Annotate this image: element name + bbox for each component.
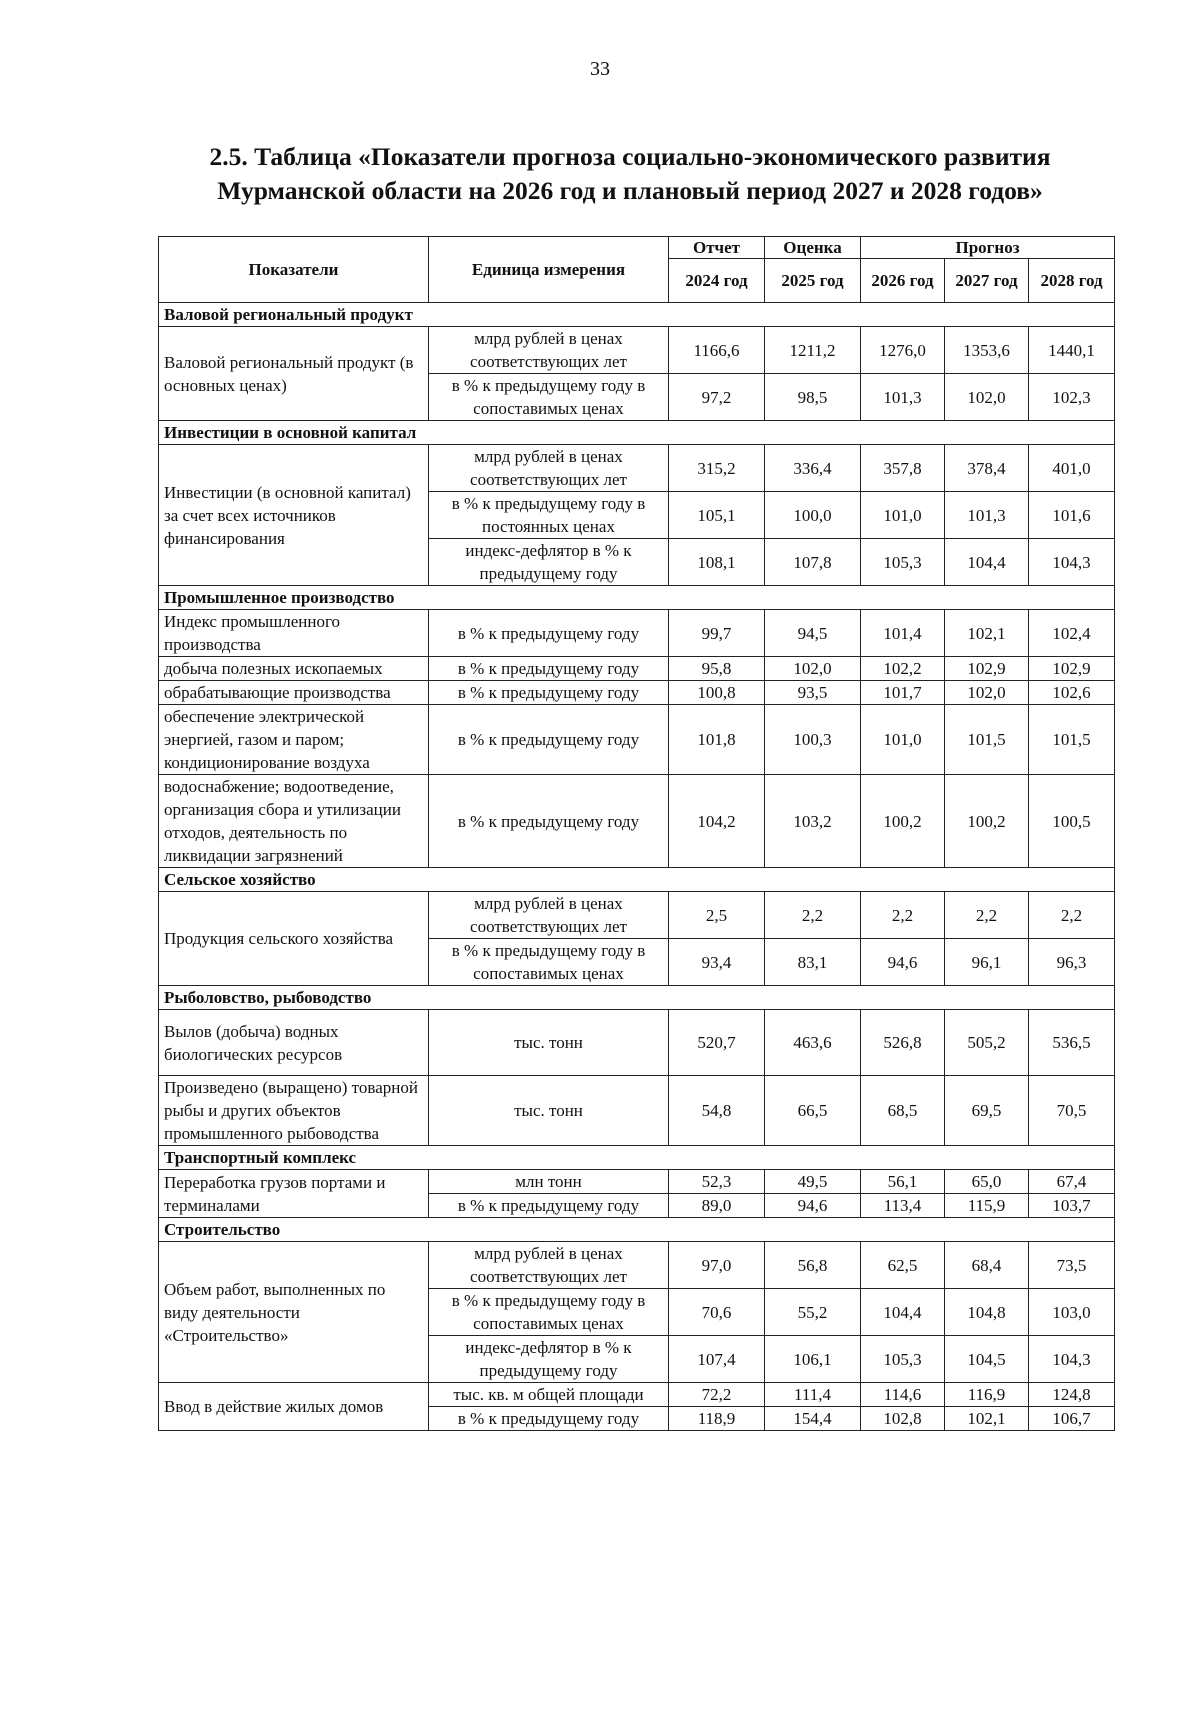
value-2028: 401,0 [1029, 445, 1115, 492]
unit-cell: в % к предыдущему году [429, 681, 669, 705]
value-2027: 102,1 [945, 1407, 1029, 1431]
indicator-cell: Продукция сельского хозяйства [159, 892, 429, 986]
indicator-cell: Инвестиции (в основной капитал) за счет всех источников финансирования [159, 445, 429, 586]
table-row [159, 775, 1115, 868]
unit-cell: млрд рублей в ценах соответствующих лет [429, 892, 669, 939]
value-2028: 106,7 [1029, 1407, 1115, 1431]
value-2026: 2,2 [861, 892, 945, 939]
value-2027: 102,0 [945, 681, 1029, 705]
table-row [159, 610, 1115, 657]
value-2027: 69,5 [945, 1076, 1029, 1146]
value-2025: 102,0 [765, 657, 861, 681]
indicator-cell: Произведено (выращено) товарной рыбы и других объектов промышленного рыбоводства [159, 1076, 429, 1146]
section-title: Транспортный комплекс [159, 1146, 1115, 1170]
indicator-cell: добыча полезных ископаемых [159, 657, 429, 681]
value-2024: 95,8 [669, 657, 765, 681]
value-2028: 103,0 [1029, 1289, 1115, 1336]
value-2025: 100,3 [765, 705, 861, 775]
value-2024: 54,8 [669, 1076, 765, 1146]
value-2025: 100,0 [765, 492, 861, 539]
value-2028: 101,5 [1029, 705, 1115, 775]
value-2028: 102,4 [1029, 610, 1115, 657]
value-2024: 72,2 [669, 1383, 765, 1407]
section-header-row [159, 421, 1115, 445]
value-2024: 93,4 [669, 939, 765, 986]
table-row [159, 445, 1115, 492]
section-header-row [159, 586, 1115, 610]
table-row [159, 705, 1115, 775]
value-2027: 104,5 [945, 1336, 1029, 1383]
unit-cell: индекс-дефлятор в % к предыдущему году [429, 539, 669, 586]
unit-cell: в % к предыдущему году в сопоставимых ценах [429, 939, 669, 986]
table-row [159, 327, 1115, 374]
table-row [159, 1170, 1115, 1194]
value-2027: 102,9 [945, 657, 1029, 681]
value-2024: 70,6 [669, 1289, 765, 1336]
value-2026: 105,3 [861, 539, 945, 586]
unit-cell: млрд рублей в ценах соответствующих лет [429, 327, 669, 374]
value-2026: 526,8 [861, 1010, 945, 1076]
title-line-1: 2.5. Таблица «Показатели прогноза социально-экономического развития [209, 142, 1051, 171]
value-2025: 98,5 [765, 374, 861, 421]
value-2025: 93,5 [765, 681, 861, 705]
table-row [159, 1076, 1115, 1146]
value-2025: 94,6 [765, 1194, 861, 1218]
unit-cell: в % к предыдущему году в сопоставимых ценах [429, 374, 669, 421]
value-2024: 107,4 [669, 1336, 765, 1383]
value-2025: 49,5 [765, 1170, 861, 1194]
indicator-cell: Вылов (добыча) водных биологических ресурсов [159, 1010, 429, 1076]
indicator-cell: Объем работ, выполненных по виду деятельности «Строительство» [159, 1242, 429, 1383]
value-2026: 101,0 [861, 492, 945, 539]
unit-cell: тыс. тонн [429, 1010, 669, 1076]
value-2027: 115,9 [945, 1194, 1029, 1218]
value-2027: 378,4 [945, 445, 1029, 492]
value-2024: 118,9 [669, 1407, 765, 1431]
table-row [159, 657, 1115, 681]
value-2026: 94,6 [861, 939, 945, 986]
unit-cell: в % к предыдущему году в постоянных ценах [429, 492, 669, 539]
section-header-row [159, 986, 1115, 1010]
value-2028: 101,6 [1029, 492, 1115, 539]
value-2028: 67,4 [1029, 1170, 1115, 1194]
value-2026: 68,5 [861, 1076, 945, 1146]
unit-cell: в % к предыдущему году [429, 610, 669, 657]
value-2027: 1353,6 [945, 327, 1029, 374]
unit-cell: в % к предыдущему году [429, 1194, 669, 1218]
section-title: Рыболовство, рыбоводство [159, 986, 1115, 1010]
value-2028: 73,5 [1029, 1242, 1115, 1289]
value-2027: 505,2 [945, 1010, 1029, 1076]
value-2025: 66,5 [765, 1076, 861, 1146]
value-2025: 56,8 [765, 1242, 861, 1289]
section-title: Строительство [159, 1218, 1115, 1242]
value-2024: 101,8 [669, 705, 765, 775]
page-title [150, 140, 1110, 208]
table-row [159, 1242, 1115, 1289]
value-2027: 96,1 [945, 939, 1029, 986]
value-2024: 100,8 [669, 681, 765, 705]
value-2025: 106,1 [765, 1336, 861, 1383]
value-2024: 52,3 [669, 1170, 765, 1194]
indicator-cell: Переработка грузов портами и терминалами [159, 1170, 429, 1218]
table-row [159, 892, 1115, 939]
value-2027: 68,4 [945, 1242, 1029, 1289]
value-2028: 104,3 [1029, 1336, 1115, 1383]
value-2027: 104,4 [945, 539, 1029, 586]
section-header-row [159, 303, 1115, 327]
value-2026: 100,2 [861, 775, 945, 868]
value-2024: 97,0 [669, 1242, 765, 1289]
value-2027: 100,2 [945, 775, 1029, 868]
value-2026: 113,4 [861, 1194, 945, 1218]
unit-cell: в % к предыдущему году [429, 657, 669, 681]
value-2024: 105,1 [669, 492, 765, 539]
value-2026: 102,8 [861, 1407, 945, 1431]
unit-cell: тыс. тонн [429, 1076, 669, 1146]
value-2024: 89,0 [669, 1194, 765, 1218]
unit-cell: млн тонн [429, 1170, 669, 1194]
indicator-cell: обеспечение электрической энергией, газом и паром; кондиционирование воздуха [159, 705, 429, 775]
indicator-cell: Индекс промышленного производства [159, 610, 429, 657]
value-2026: 102,2 [861, 657, 945, 681]
value-2025: 463,6 [765, 1010, 861, 1076]
value-2027: 101,3 [945, 492, 1029, 539]
value-2026: 62,5 [861, 1242, 945, 1289]
value-2026: 357,8 [861, 445, 945, 492]
value-2028: 103,7 [1029, 1194, 1115, 1218]
value-2024: 2,5 [669, 892, 765, 939]
header-report: Отчет [669, 237, 765, 259]
table-row [159, 681, 1115, 705]
section-title: Промышленное производство [159, 586, 1115, 610]
value-2028: 124,8 [1029, 1383, 1115, 1407]
value-2024: 1166,6 [669, 327, 765, 374]
unit-cell: в % к предыдущему году [429, 705, 669, 775]
value-2026: 101,0 [861, 705, 945, 775]
value-2024: 104,2 [669, 775, 765, 868]
section-title: Сельское хозяйство [159, 868, 1115, 892]
value-2028: 96,3 [1029, 939, 1115, 986]
value-2028: 102,9 [1029, 657, 1115, 681]
value-2024: 108,1 [669, 539, 765, 586]
value-2025: 1211,2 [765, 327, 861, 374]
value-2025: 55,2 [765, 1289, 861, 1336]
value-2028: 102,3 [1029, 374, 1115, 421]
page-number: 33 [590, 58, 610, 80]
indicator-cell: Валовой региональный продукт (в основных ценах) [159, 327, 429, 421]
forecast-table [158, 236, 1115, 1431]
value-2026: 101,3 [861, 374, 945, 421]
value-2026: 104,4 [861, 1289, 945, 1336]
value-2027: 102,0 [945, 374, 1029, 421]
section-title: Валовой региональный продукт [159, 303, 1115, 327]
unit-cell: млрд рублей в ценах соответствующих лет [429, 1242, 669, 1289]
value-2025: 103,2 [765, 775, 861, 868]
value-2024: 520,7 [669, 1010, 765, 1076]
table-row [159, 1383, 1115, 1407]
header-year-2024: 2024 год [669, 259, 765, 303]
value-2026: 105,3 [861, 1336, 945, 1383]
header-year-2025: 2025 год [765, 259, 861, 303]
value-2025: 154,4 [765, 1407, 861, 1431]
value-2026: 101,4 [861, 610, 945, 657]
value-2027: 116,9 [945, 1383, 1029, 1407]
indicator-cell: водоснабжение; водоотведение, организация сбора и утилизации отходов, деятельность по ликвидации загрязнений [159, 775, 429, 868]
indicator-cell: обрабатывающие производства [159, 681, 429, 705]
table-body [159, 303, 1115, 1431]
value-2028: 2,2 [1029, 892, 1115, 939]
table-row [159, 1010, 1115, 1076]
unit-cell: млрд рублей в ценах соответствующих лет [429, 445, 669, 492]
value-2024: 315,2 [669, 445, 765, 492]
value-2027: 104,8 [945, 1289, 1029, 1336]
value-2028: 102,6 [1029, 681, 1115, 705]
value-2024: 99,7 [669, 610, 765, 657]
value-2028: 70,5 [1029, 1076, 1115, 1146]
section-header-row [159, 868, 1115, 892]
value-2027: 102,1 [945, 610, 1029, 657]
value-2025: 107,8 [765, 539, 861, 586]
header-estimate: Оценка [765, 237, 861, 259]
value-2026: 56,1 [861, 1170, 945, 1194]
value-2026: 101,7 [861, 681, 945, 705]
unit-cell: индекс-дефлятор в % к предыдущему году [429, 1336, 669, 1383]
header-year-2026: 2026 год [861, 259, 945, 303]
indicator-cell: Ввод в действие жилых домов [159, 1383, 429, 1431]
title-line-2: Мурманской области на 2026 год и плановый период 2027 и 2028 годов» [217, 176, 1043, 205]
value-2028: 536,5 [1029, 1010, 1115, 1076]
value-2026: 1276,0 [861, 327, 945, 374]
section-title: Инвестиции в основной капитал [159, 421, 1115, 445]
unit-cell: тыс. кв. м общей площади [429, 1383, 669, 1407]
header-year-2027: 2027 год [945, 259, 1029, 303]
value-2027: 65,0 [945, 1170, 1029, 1194]
value-2024: 97,2 [669, 374, 765, 421]
value-2025: 2,2 [765, 892, 861, 939]
value-2025: 111,4 [765, 1383, 861, 1407]
value-2025: 83,1 [765, 939, 861, 986]
value-2025: 336,4 [765, 445, 861, 492]
header-forecast: Прогноз [861, 237, 1115, 259]
unit-cell: в % к предыдущему году [429, 1407, 669, 1431]
section-header-row [159, 1146, 1115, 1170]
header-unit: Единица измерения [429, 237, 669, 303]
value-2025: 94,5 [765, 610, 861, 657]
header-year-2028: 2028 год [1029, 259, 1115, 303]
value-2027: 2,2 [945, 892, 1029, 939]
section-header-row [159, 1218, 1115, 1242]
value-2028: 1440,1 [1029, 327, 1115, 374]
value-2027: 101,5 [945, 705, 1029, 775]
value-2028: 100,5 [1029, 775, 1115, 868]
unit-cell: в % к предыдущему году [429, 775, 669, 868]
header-indicator: Показатели [159, 237, 429, 303]
unit-cell: в % к предыдущему году в сопоставимых ценах [429, 1289, 669, 1336]
value-2028: 104,3 [1029, 539, 1115, 586]
value-2026: 114,6 [861, 1383, 945, 1407]
